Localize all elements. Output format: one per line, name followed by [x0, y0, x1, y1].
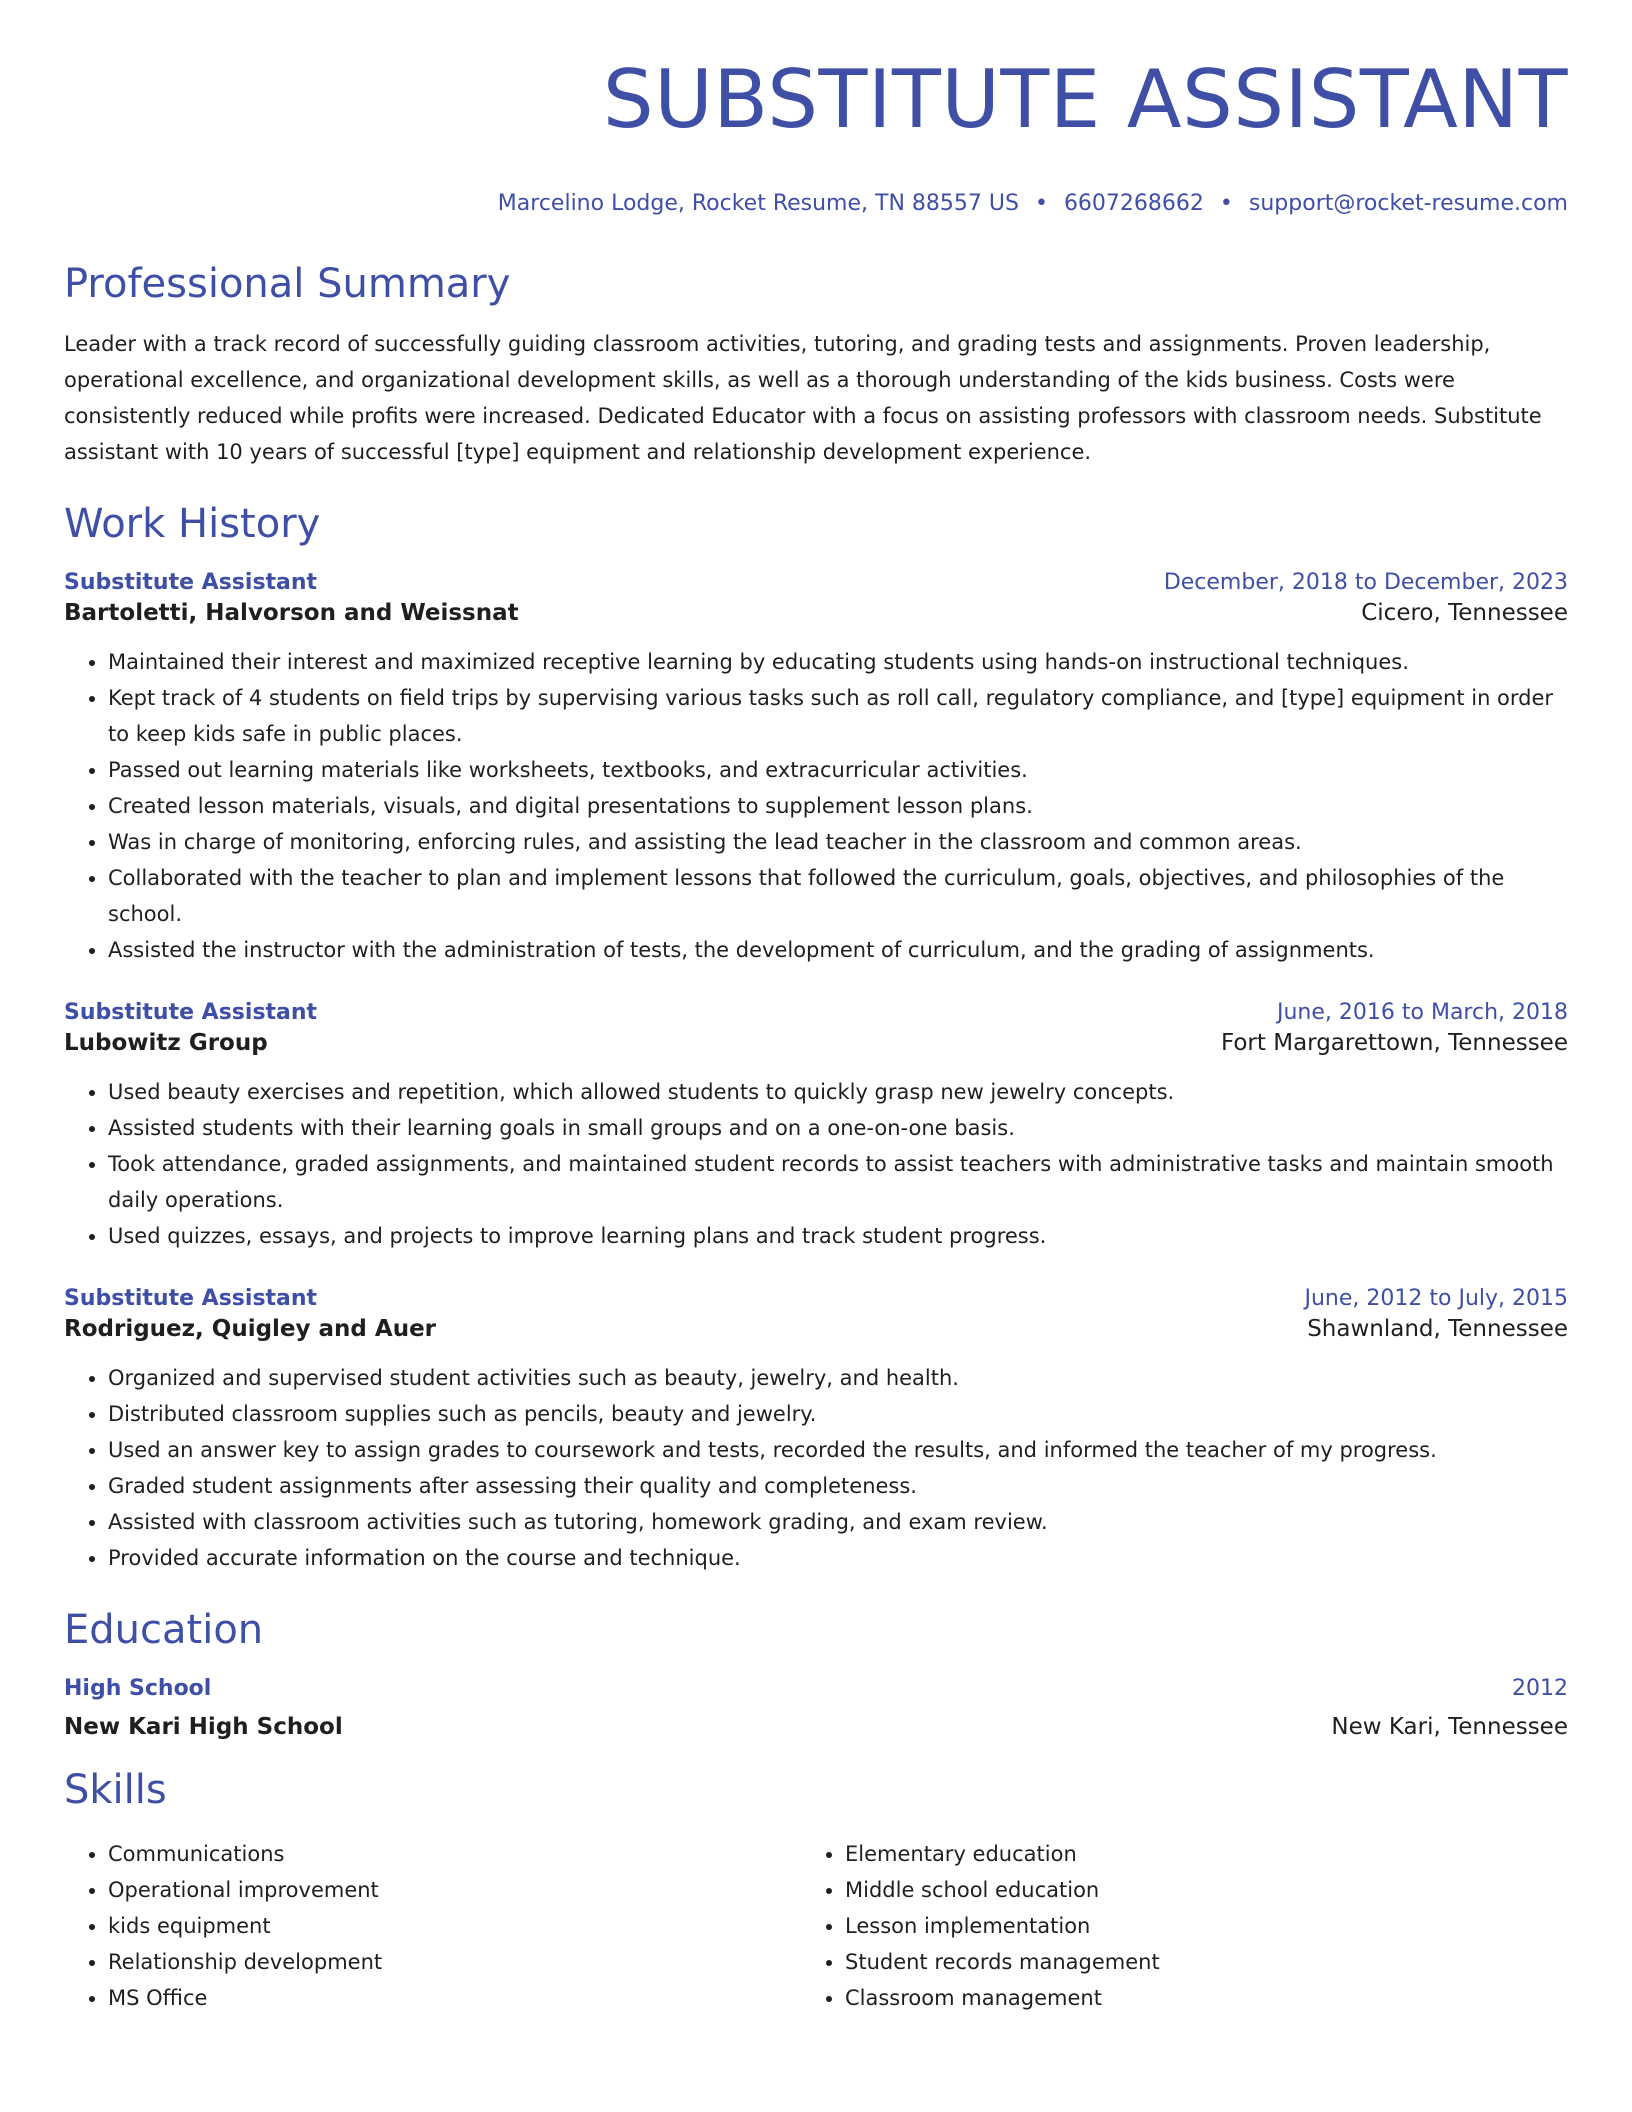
summary-text: Leader with a track record of successfully guiding classroom activities, tutoring, and grading tests and assignments. Proven leadership, operational excellence, and organizational development skills, as well as a thorough understanding of the kids business. Costs were consistently reduced while profits were increased. Dedicated Educator with a focus on assisting professors with classroom needs. Substitute assistant with 10 years of successful [type] equipment and relationship development experience.	[64, 332, 1542, 464]
education-school-row	[64, 1712, 1568, 1742]
job-bullet: • Created lesson materials, visuals, and digital presentations to supplement lesson plans.	[108, 788, 1568, 824]
job-bullet: • Provided accurate information on the course and technique.	[108, 1540, 1568, 1576]
job-bullet: • Collaborated with the teacher to plan and implement lessons that followed the curriculum, goals, objectives, and philosophies of the school.	[108, 860, 1568, 932]
job-company-row	[64, 1314, 1568, 1344]
skills-heading: Skills	[64, 1767, 167, 1813]
skills-column-right	[801, 1836, 1538, 2016]
skills-grid	[64, 1836, 1568, 2016]
contact-separator: •	[1034, 191, 1048, 216]
education-year: 2012	[1512, 1676, 1568, 1701]
job-title: Substitute Assistant	[64, 1000, 318, 1025]
contact-email[interactable]: support@rocket-resume.com	[1248, 191, 1568, 216]
education-school: New Kari High School	[64, 1714, 343, 1740]
skill-item: • Middle school education	[845, 1872, 1538, 1908]
job-bullet: • Kept track of 4 students on field trips by supervising various tasks such as roll call, regulatory compliance, and [type] equipment in order to keep kids safe in public places.	[108, 680, 1568, 752]
contact-separator: •	[1219, 191, 1233, 216]
education-degree-row	[64, 1674, 1568, 1704]
education-location: New Kari, Tennessee	[1331, 1714, 1568, 1740]
job-company: Rodriguez, Quigley and Auer	[64, 1316, 437, 1342]
job-bullet: • Maintained their interest and maximized receptive learning by educating students using hands-on instructional techniques.	[108, 644, 1568, 680]
education-degree: High School	[64, 1676, 212, 1701]
job-location: Fort Margarettown, Tennessee	[1220, 1030, 1568, 1056]
job-entry	[64, 1284, 1568, 1576]
skill-item: • Lesson implementation	[845, 1908, 1538, 1944]
skill-item: • Operational improvement	[108, 1872, 801, 1908]
job-dates: December, 2018 to December, 2023	[1163, 570, 1568, 595]
job-company-row	[64, 598, 1568, 628]
job-title-row	[64, 1284, 1568, 1314]
job-dates: June, 2016 to March, 2018	[1277, 1000, 1568, 1025]
work-history-heading: Work History	[64, 501, 321, 547]
job-bullet: • Organized and supervised student activities such as beauty, jewelry, and health.	[108, 1360, 1568, 1396]
job-company: Lubowitz Group	[64, 1030, 268, 1056]
job-bullet: • Assisted with classroom activities such as tutoring, homework grading, and exam review.	[108, 1504, 1568, 1540]
job-bullet: • Graded student assignments after assessing their quality and completeness.	[108, 1468, 1568, 1504]
skill-item: • Communications	[108, 1836, 801, 1872]
skill-item: • MS Office	[108, 1980, 801, 2016]
education-heading: Education	[64, 1607, 264, 1653]
contact-address: Marcelino Lodge, Rocket Resume, TN 88557 US	[497, 191, 1019, 216]
job-bullets	[64, 644, 1568, 968]
skills-list	[64, 1836, 801, 2016]
job-title-row	[64, 568, 1568, 598]
job-title-row	[64, 998, 1568, 1028]
job-entry	[64, 568, 1568, 968]
job-company-row	[64, 1028, 1568, 1058]
job-bullet: • Was in charge of monitoring, enforcing rules, and assisting the lead teacher in the classroom and common areas.	[108, 824, 1568, 860]
job-location: Shawnland, Tennessee	[1307, 1316, 1568, 1342]
job-bullets	[64, 1074, 1568, 1254]
skill-item: • Student records management	[845, 1944, 1538, 1980]
job-title: Substitute Assistant	[64, 570, 318, 595]
job-bullet: • Passed out learning materials like worksheets, textbooks, and extracurricular activities.	[108, 752, 1568, 788]
job-bullets	[64, 1360, 1568, 1576]
job-bullet: • Distributed classroom supplies such as pencils, beauty and jewelry.	[108, 1396, 1568, 1432]
education-entry	[64, 1674, 1568, 1742]
summary-heading: Professional Summary	[64, 261, 511, 307]
job-title: Substitute Assistant	[64, 1286, 318, 1311]
job-bullet: • Took attendance, graded assignments, and maintained student records to assist teachers with administrative tasks and maintain smooth daily operations.	[108, 1146, 1568, 1218]
skills-column-left	[64, 1836, 801, 2016]
skills-list	[801, 1836, 1538, 2016]
job-location: Cicero, Tennessee	[1361, 600, 1568, 626]
skill-item: • Relationship development	[108, 1944, 801, 1980]
job-bullet: • Assisted the instructor with the administration of tests, the development of curriculum, and the grading of assignments.	[108, 932, 1568, 968]
job-bullet: • Used quizzes, essays, and projects to improve learning plans and track student progress.	[108, 1218, 1568, 1254]
contact-phone: 6607268662	[1063, 191, 1204, 216]
job-entry	[64, 998, 1568, 1254]
job-bullet: • Used an answer key to assign grades to coursework and tests, recorded the results, and informed the teacher of my progress.	[108, 1432, 1568, 1468]
job-bullet: • Assisted students with their learning goals in small groups and on a one-on-one basis.	[108, 1110, 1568, 1146]
job-company: Bartoletti, Halvorson and Weissnat	[64, 600, 519, 626]
job-dates: June, 2012 to July, 2015	[1304, 1286, 1568, 1311]
contact-line	[64, 190, 1568, 218]
skill-item: • kids equipment	[108, 1908, 801, 1944]
skill-item: • Elementary education	[845, 1836, 1538, 1872]
job-bullet: • Used beauty exercises and repetition, which allowed students to quickly grasp new jewelry concepts.	[108, 1074, 1568, 1110]
skill-item: • Classroom management	[845, 1980, 1538, 2016]
resume-name: SUBSTITUTE ASSISTANT	[602, 53, 1568, 146]
